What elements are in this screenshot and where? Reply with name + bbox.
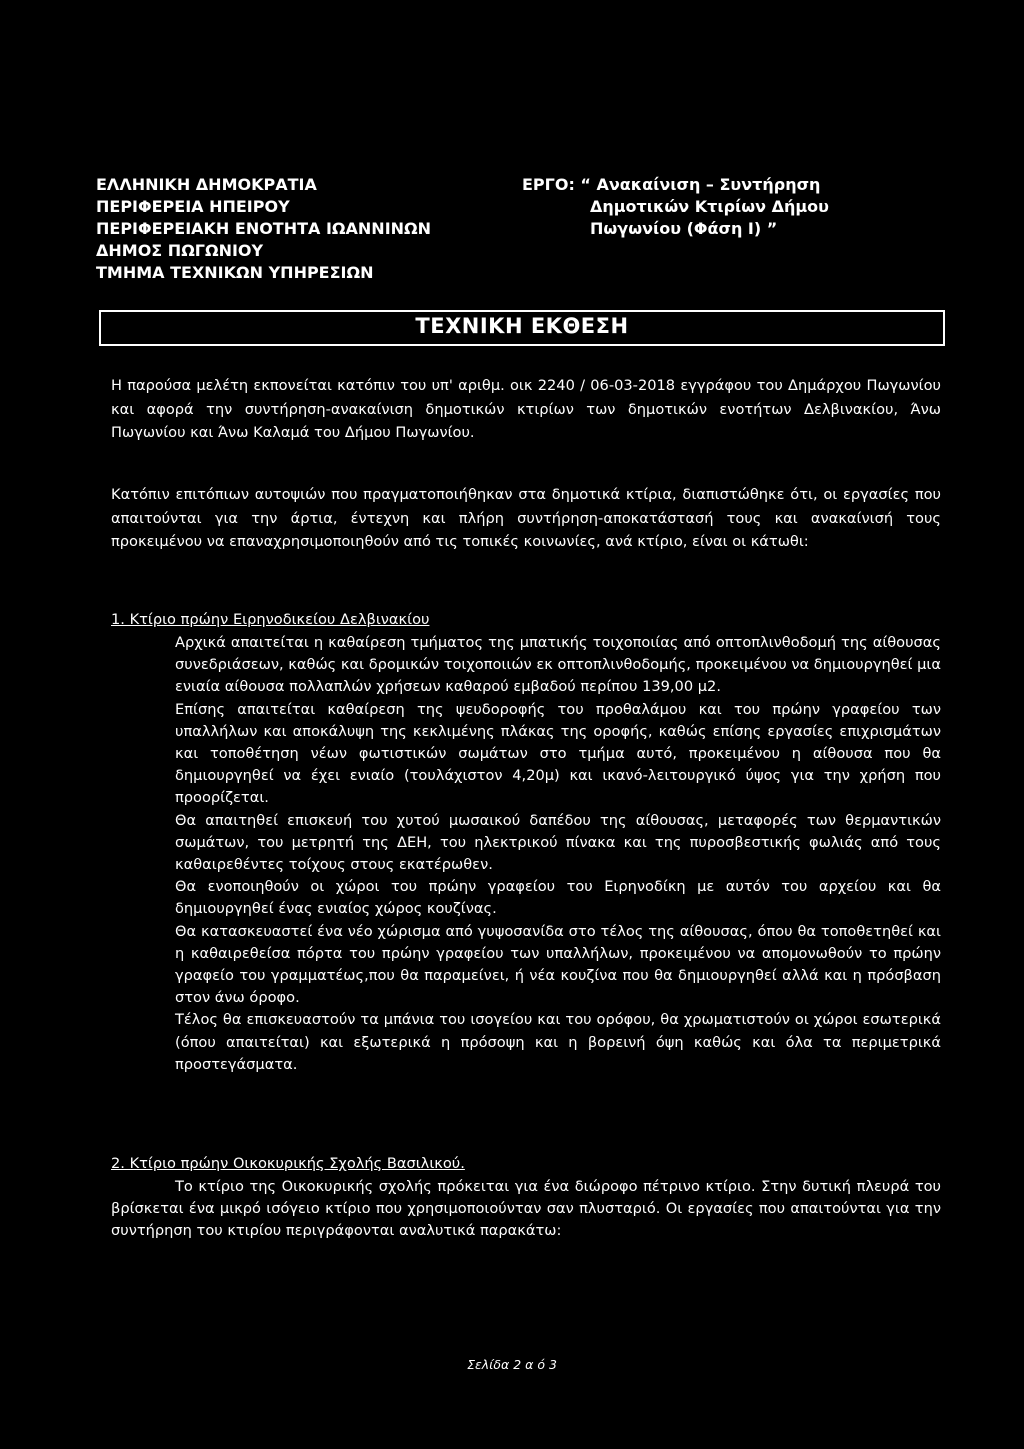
item-1-paragraph: Αρχικά απαιτείται η καθαίρεση τμήματος της μπατικής τοιχοποιίας από οπτοπλινθοδομή της αίθουσας συνεδριάσεων, καθώς και δρομικών τοιχοποιιών εκ οπτοπλινθοδομής, προκειμένου να δημιουργηθεί μια ενιαία αίθουσα πολλαπλών χρήσεων καθαρού εμβαδού περίπου 139,00 μ2. — [175, 634, 941, 696]
header-line: ΤΜΗΜΑ ΤΕΧΝΙΚΩΝ ΥΠΗΡΕΣΙΩΝ — [96, 263, 374, 282]
item-1-title: 1. Κτίριο πρώην Ειρηνοδικείου Δελβινακίου — [111, 611, 430, 628]
project-line: Δημοτικών Κτιρίων Δήμου — [590, 197, 829, 216]
intro-paragraph: Η παρούσα μελέτη εκπονείται κατόπιν του υπ' αριθμ. οικ 2240 / 06-03-2018 εγγράφου του Δημάρχου Πωγωνίου και αφορά την συντήρηση-ανακαίνιση δημοτικών κτιρίων των δημοτικών ενοτήτων Δελβινακίου, Άνω Πωγωνίου και Άνω Καλαμά του Δήμου Πωγωνίου. — [111, 377, 941, 441]
document-title: ΤΕΧΝΙΚΗ ΕΚΘΕΣΗ — [415, 314, 629, 338]
header-line: ΕΛΛΗΝΙΚΗ ΔΗΜΟΚΡΑΤΙΑ — [96, 175, 317, 194]
item-1-paragraph: Θα ενοποιηθούν οι χώροι του πρώην γραφείου του Ειρηνοδίκη με αυτόν του αρχείου και θα δημιουργηθεί ένας ενιαίος χώρος κουζίνας. — [175, 878, 941, 918]
header-line: ΠΕΡΙΦΕΡΕΙΑΚΗ ΕΝΟΤΗΤΑ ΙΩΑΝΝΙΝΩΝ — [96, 219, 432, 238]
issuer-header — [96, 174, 431, 284]
title-box — [99, 310, 945, 346]
header-line: ΔΗΜΟΣ ΠΩΓΩΝΙΟΥ — [96, 241, 264, 260]
item-2-body: Το κτίριο της Οικοκυρικής σχολής πρόκειται για ένα διώροφο πέτρινο κτίριο. Στην δυτική πλευρά του βρίσκεται ένα μικρό ισόγειο κτίριο που χρησιμοποιούνταν σαν πλυσταριό. Οι εργασίες που απαιτούνται για την συντήρηση του κτιρίου περιγράφονται αναλυτικά παρακάτω: — [111, 1178, 941, 1240]
project-header — [522, 174, 829, 240]
item-1-paragraph: Θα κατασκευαστεί ένα νέο χώρισμα από γυψοσανίδα στο τέλος της αίθουσας, όπου θα τοποθετηθεί και η καθαιρεθείσα πόρτα του πρώην γραφείου των υπαλλήλων, προκειμένου να απομονωθούν το πρώην γραφείο του γραμματέως,που θα παραμείνει, ή νέα κουζίνα που θα δημιουργηθεί αλλά και η πρόσβαση στον άνω όροφο. — [175, 922, 941, 1007]
page-number: Σελίδα 2 α ό 3 — [467, 1357, 557, 1372]
item-1-body — [175, 632, 941, 1076]
item-1-paragraph: Τέλος θα επισκευαστούν τα μπάνια του ισογείου και του ορόφου, θα χρωματιστούν οι χώροι εσωτερικά (όπου απαιτείται) και εξωτερικά η πρόσοψη και η βορεινή όψη καθώς και όλα τα περιμετρικά προστεγάσματα. — [175, 1011, 941, 1073]
item-1-paragraph: Επίσης απαιτείται καθαίρεση της ψευδοροφής του προθαλάμου και του πρώην γραφείου των υπαλλήλων και αποκάλυψη της κεκλιμένης πλάκας της οροφής, καθώς επίσης εργασίες επιχρισμάτων και τοποθέτηση νέων φωτιστικών σωμάτων στο τμήμα αυτό, προκειμένου η αίθουσα που θα δημιουργηθεί να έχει ενιαίο (τουλάχιστον 4,20μ) και ικανό-λειτουργικό ύψος για την χρήση που προορίζεται. — [175, 700, 941, 807]
intro-paragraph-2: Κατόπιν επιτόπιων αυτοψιών που πραγματοποιήθηκαν στα δημοτικά κτίρια, διαπιστώθηκε ότι, οι εργασίες που απαιτούνται για την άρτια, έντεχνη και πλήρη συντήρηση-αποκατάστασή τους και ανακαίνισή τους προκειμένου να επαναχρησιμοποιηθούν από τις τοπικές κοινωνίες, ανά κτίριο, είναι οι κάτωθι: — [111, 486, 941, 550]
item-2-title: 2. Κτίριο πρώην Οικοκυρικής Σχολής Βασιλικού. — [111, 1155, 465, 1172]
project-line: Πωγωνίου (Φάση Ι) ” — [590, 219, 778, 238]
project-line: ΕΡΓΟ: “ Ανακαίνιση – Συντήρηση — [522, 175, 821, 194]
item-1-paragraph: Θα απαιτηθεί επισκευή του χυτού μωσαικού δαπέδου της αίθουσας, μεταφορές των θερμαντικών σωμάτων, του μετρητή της ΔΕΗ, του ηλεκτρικού πίνακα και της πυροσβεστικής φωλιάς από τους καθαιρεθέντες τοίχους στους εκατέρωθεν. — [175, 811, 941, 874]
header-line: ΠΕΡΙΦΕΡΕΙΑ ΗΠΕΙΡΟΥ — [96, 197, 290, 216]
